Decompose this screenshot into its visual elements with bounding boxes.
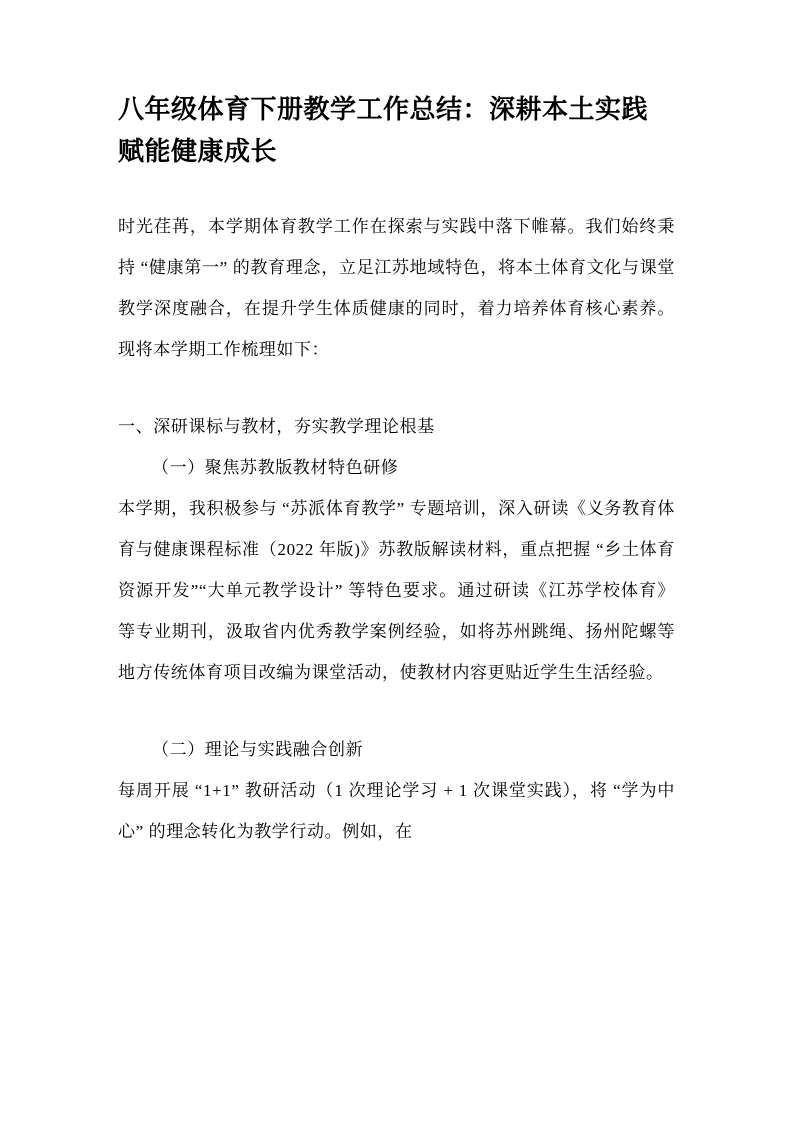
paragraph-body-1-2: 每周开展 “1+1” 教研活动（1 次理论学习 + 1 次课堂实践），将 “学为中心” 的理念转化为教学行动。例如，在	[118, 781, 675, 841]
subsection-heading-1-2: （二）理论与实践融合创新	[152, 740, 364, 759]
paragraph-intro: 时光荏苒，本学期体育教学工作在探索与实践中落下帷幕。我们始终秉持 “健康第一” 的教育理念，立足江苏地域特色，将本土体育文化与课堂教学深度融合，在提升学生体质健康的同时，着力培养体育核心素养。现将本学期工作梳理如下：	[118, 217, 675, 359]
paragraph-body-1-1: 本学期，我积极参与 “苏派体育教学” 专题培训，深入研读《义务教育体育与健康课程标准（2022 年版)》苏教版解读材料，重点把握 “乡土体育资源开发”“大单元教学设计” 等特色要求。通过研读《江苏学校体育》等专业期刊，汲取省内优秀教学案例经验，如将苏州跳绳、扬州陀螺等地方传统体育项目改编为课堂活动，使教材内容更贴近学生生活经验。	[118, 499, 675, 682]
section-heading-1: 一、深研课标与教材，夯实教学理论根基	[118, 417, 435, 436]
subsection-heading-1-1: （一）聚焦苏教版教材特色研修	[152, 458, 399, 477]
section-spacer-2	[118, 693, 675, 729]
section-spacer	[118, 370, 675, 406]
page-title: 八年级体育下册教学工作总结：深耕本土实践 赋能健康成长	[118, 94, 649, 166]
